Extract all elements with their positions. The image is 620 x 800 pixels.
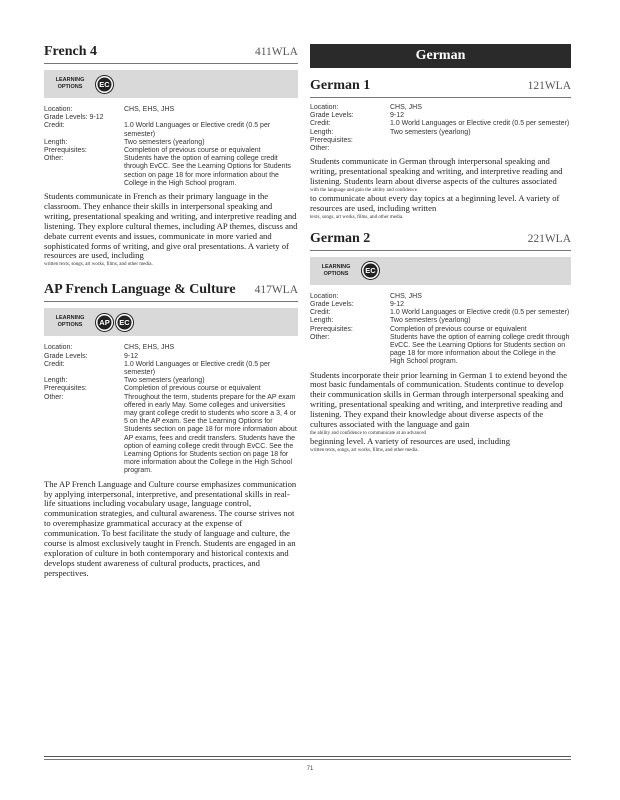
section-banner: German (310, 44, 571, 68)
detail-row: Prerequisites: Completion of previous course or equivalent (44, 147, 261, 155)
footer-rule (44, 756, 571, 760)
course-header (44, 44, 298, 64)
course-header (310, 231, 571, 251)
detail-row: Credit: 1.0 World Languages or Elective credit (0.5 per semester) (310, 120, 570, 128)
ap-icon: AP (96, 314, 113, 331)
detail-row: Length: Two semesters (yearlong) (310, 128, 471, 136)
right-column (310, 44, 571, 454)
course-description: Students communicate in French as their primary language in the classroom. They enhance their skills in interpersonal speaking and writing, presentational speaking and writing, and interpretive reading and listening. They explore cultural themes, including AP themes, discuss and debate current events and issues, communicate in more varied and sophisticated forms of writing, and give oral presentations. A variety of resources are used, including written texts, songs, art works, films, and other media. (44, 191, 298, 268)
course-details (310, 293, 571, 367)
detail-row: Grade Levels: 9-12 (310, 300, 405, 308)
course-code: 417WLA (254, 284, 298, 297)
detail-row: Other: Throughout the term, students prepare for the AP exam offered in early May. Some colleges and universities may grant college credit to students who score a 3, 4 or 5 on the AP exam. See the Learning Options for Students section on page 18 for more information about AP exams, fees and credit transfers. Students have the option of earning college credit through EvCC. See the Learning Options for Students section on page 18 for more information about the College in the High School program. (44, 393, 297, 475)
detail-row: Other: (310, 145, 330, 153)
learning-options-label: LEARNING OPTIONS (55, 77, 85, 90)
course-header (310, 78, 571, 98)
detail-row: Location: CHS, JHS (310, 292, 422, 300)
course-description: Students communicate in German through interpersonal speaking and writing, presentational speaking and writing, and interpretive reading and listening. Students learn about diverse aspects of the cultures associated with the language and gain the ability and confidence to communicate about every day topics at a beginning level. A variety of resources are used, including written texts, songs, art works, films, and other media. (310, 156, 563, 220)
course-description: Students incorporate their prior learning in German 1 to extend beyond the most basic fundamentals of communication. Students continue to develop their communication skills in German through interpersonal speaking and writing, presentational speaking and writing, and interpretive reading and listening. They expand their knowledge about diverse aspects of the cultures associated with the language and gain the ability and confidence to communicate at an advanced beginning level. A variety of resources are used, including written texts, songs, art works, films, and other media. (310, 369, 568, 453)
ec-icon: EC (96, 76, 113, 93)
course-details (310, 104, 571, 153)
detail-row: Other: Students have the option of earning college credit through EvCC. See the Learning Options for Students section on page 18 for more information about the College in the High School program. (310, 333, 570, 366)
detail-row: Length: Two semesters (yearlong) (310, 317, 471, 325)
detail-row: Length: Two semesters (yearlong) (44, 377, 205, 385)
detail-row: Prerequisites: Completion of previous course or equivalent (44, 385, 261, 393)
course-code: 121WLA (527, 80, 571, 92)
course-title: German 2 (310, 230, 371, 246)
detail-row: Location: CHS, EHS, JHS (44, 106, 175, 113)
detail-row: Location: CHS, EHS, JHS (44, 344, 175, 352)
page-number: 71 (306, 766, 314, 772)
course-title: AP French Language & Culture (44, 282, 236, 298)
course-details (44, 106, 298, 188)
course-french-4 (44, 44, 298, 268)
detail-row: Credit: 1.0 World Languages or Elective credit (0.5 per semester) (44, 122, 271, 138)
course-details (44, 344, 298, 475)
course-ap-french (44, 282, 298, 578)
ec-icon: EC (116, 314, 133, 331)
course-german-2 (310, 231, 571, 454)
course-title: French 4 (44, 44, 98, 59)
detail-row: Grade Levels: 9-12 (44, 352, 139, 360)
detail-row: Credit: 1.0 World Languages or Elective credit (0.5 per semester) (44, 360, 271, 376)
detail-row: Location: CHS, JHS (310, 104, 422, 111)
course-code: 411WLA (254, 46, 298, 58)
learning-options-label: LEARNING OPTIONS (55, 315, 85, 329)
course-german-1 (310, 78, 571, 221)
detail-row: Length: Two semesters (yearlong) (44, 138, 205, 146)
ec-icon: EC (362, 262, 379, 279)
detail-row: Credit: 1.0 World Languages or Elective credit (0.5 per semester) (310, 309, 570, 317)
course-header (44, 282, 298, 302)
detail-row: Grade Levels: 9-12 (310, 112, 405, 120)
detail-row: Grade Levels: 9-12 (44, 114, 104, 122)
course-title: German 1 (310, 78, 371, 93)
learning-options-bar (44, 308, 298, 336)
learning-options-bar (310, 257, 571, 285)
left-column (44, 44, 298, 579)
course-description: The AP French Language and Culture course emphasizes communication by applying interpersonal, interpretive, and presentational skills in real-life situations including vocabulary usage, language control, communication strategies, and cultural awareness. The course strives not to overemphasize grammatical accuracy at the expense of communication. To best facilitate the study of language and culture, the course is almost exclusively taught in French. Students are engaged in an exploration of culture in both contemporary and historical contexts and develops student awareness of cultural products, practices, and perspectives. (44, 478, 297, 578)
learning-options-label: LEARNING OPTIONS (321, 263, 351, 277)
detail-row: Other: Students have the option of earning college credit through EvCC. See the Learning Options for Students section on page 18 for more information about the College in the High School program. (44, 155, 291, 187)
learning-options-bar (44, 70, 298, 98)
detail-row: Prerequisites: (310, 136, 353, 144)
detail-row: Prerequisites: Completion of previous course or equivalent (310, 325, 527, 333)
course-code: 221WLA (527, 232, 571, 245)
